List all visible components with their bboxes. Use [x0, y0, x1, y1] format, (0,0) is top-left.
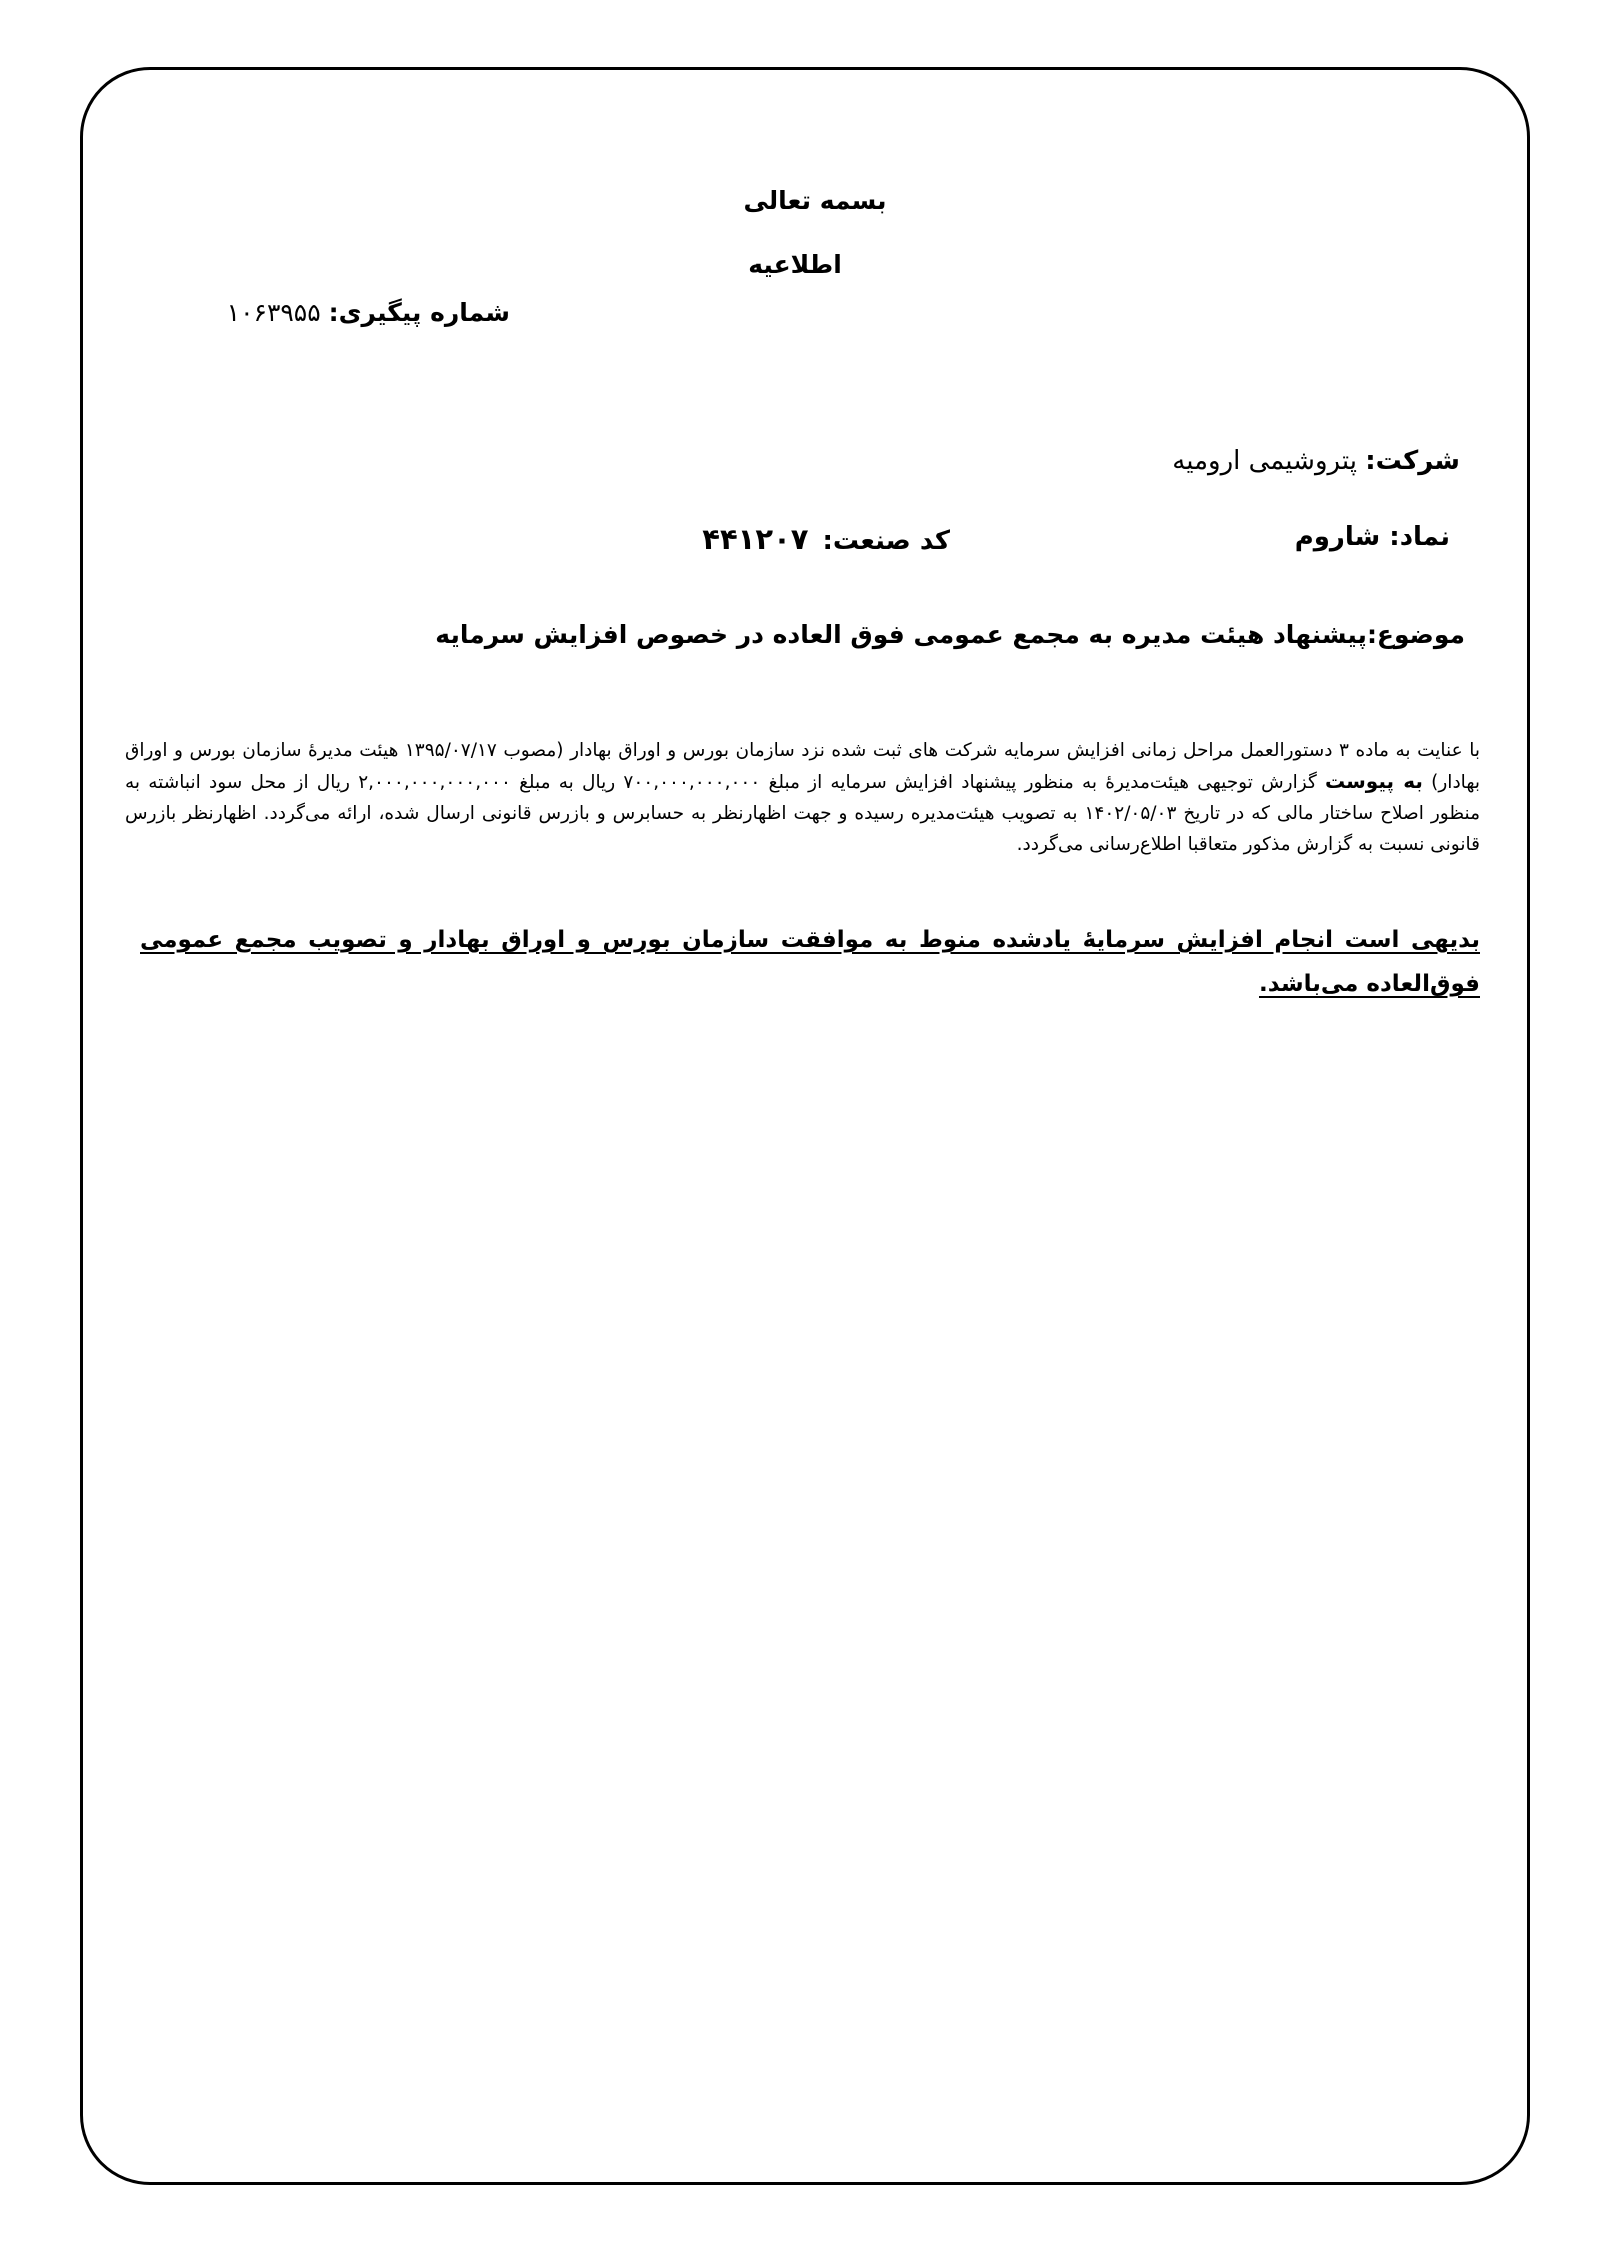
company-name: پتروشیمی ارومیه [1172, 446, 1357, 476]
body-part-1: با عنایت به ماده ۳ دستورالعمل مراحل زمانی افزایش سرمایه شرکت های ثبت شده نزد سازمان بورس و اوراق بهادار (مصوب ۱۳۹۵/۰۷/۱۷ هیئت مدیرهٔ سازمان بورس و اوراق بهادار) [125, 740, 1480, 793]
subject-line: موضوع:پیشنهاد هیئت مدیره به مجمع عمومی فوق العاده در خصوص افزایش سرمایه [435, 620, 1465, 649]
industry-code-label: کد صنعت: [822, 526, 950, 556]
company-label: شرکت: [1365, 446, 1460, 476]
page-border-frame [80, 67, 1530, 2185]
company-line [1172, 446, 1460, 476]
announcement-body [125, 735, 1480, 860]
tracking-number-line [227, 298, 510, 327]
conclusion-statement: بدیهی است انجام افزایش سرمایهٔ یادشده منوط به موافقت سازمان بورس و اوراق بهادار و تصویب مجمع عمومی فوق‌العاده می‌باشد. [140, 927, 1480, 997]
attachment-phrase: به پیوست [1324, 769, 1423, 793]
symbol-line [1295, 522, 1450, 552]
tracking-number: ۱۰۶۳۹۵۵ [226, 298, 321, 327]
tracking-label: شماره پیگیری: [328, 298, 510, 327]
body-part-2: گزارش توجیهی هیئت‌مدیرهٔ به منظور پیشنهاد افزایش سرمایه از مبلغ ۷۰۰,۰۰۰,۰۰۰,۰۰۰ ریال به مبلغ ۲,۰۰۰,۰۰۰,۰۰۰,۰۰۰ ریال از محل سود انباشته به منظور اصلاح ساختار مالی که در تاریخ ۱۴۰۲/۰۵/۰۳ به تصویب هیئت‌مدیره رسیده و جهت اظهارنظر به حسابرس و بازرس قانونی ارسال شده، ارائه می‌گردد. اظهارنظر بازرس قانونی نسبت به گزارش مذکور متعاقبا اطلاع‌رسانی می‌گردد. [125, 772, 1480, 855]
symbol-value: شاروم [1294, 522, 1381, 552]
symbol-label: نماد: [1389, 522, 1450, 552]
notice-title: اطلاعیه [748, 250, 842, 279]
industry-code-value: ۴۴۱۲۰۷ [702, 522, 809, 556]
industry-code-line [702, 522, 950, 556]
bismillah-heading: بسمه تعالی [743, 186, 887, 215]
